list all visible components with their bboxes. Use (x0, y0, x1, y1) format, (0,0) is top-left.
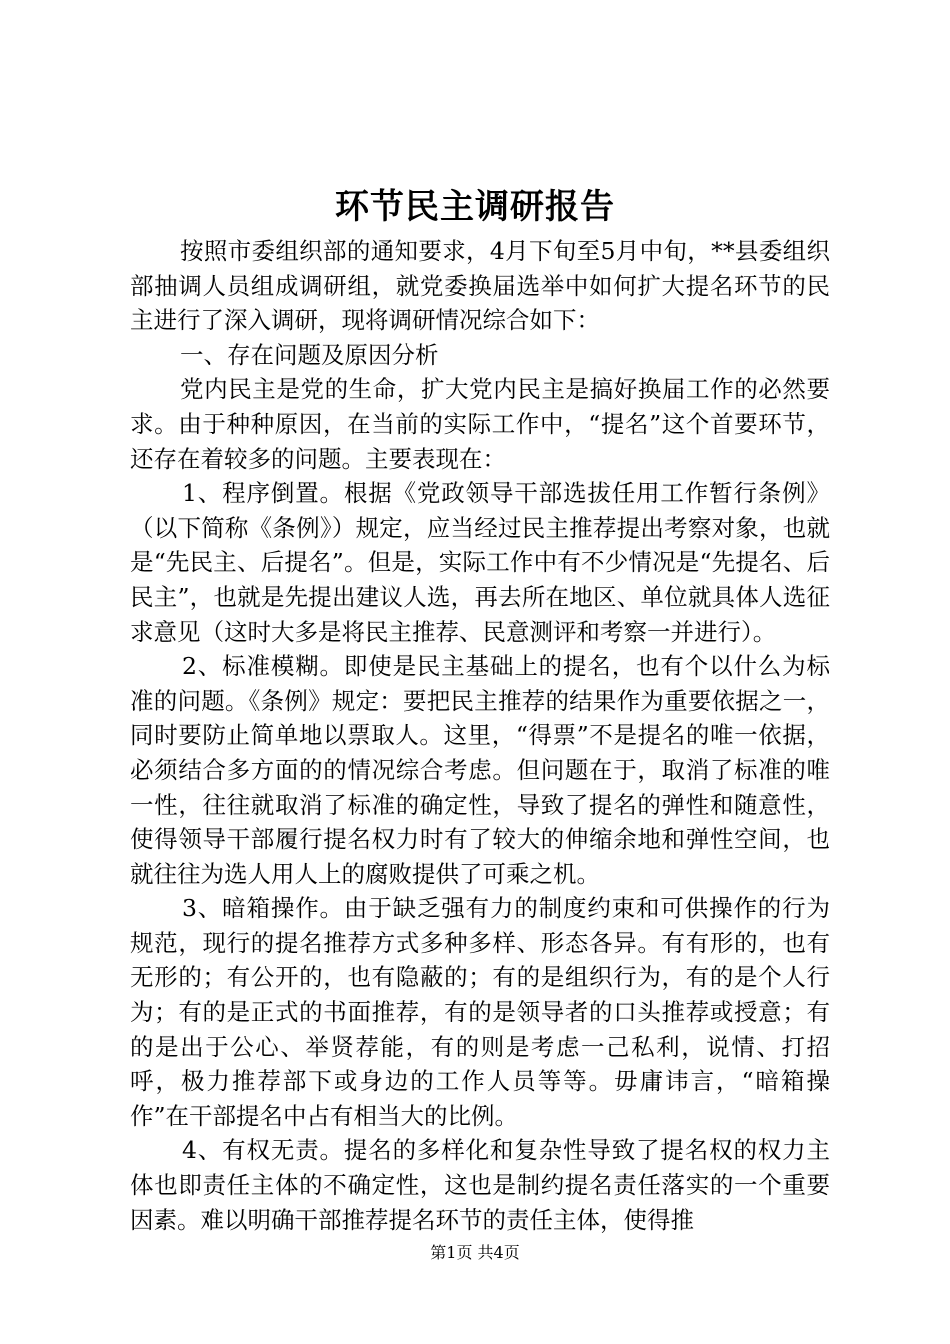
paragraph-item-4: 4、有权无责。提名的多样化和复杂性导致了提名权的权力主体也即责任主体的不确定性，这也是制约提名责任落实的一个重要因素。难以明确干部推荐提名环节的责任主体，使得推 (130, 1136, 830, 1234)
paragraph-item-1: 1、程序倒置。根据《党政领导干部选拔任用工作暂行条例》（以下简称《条例》）规定，应当经过民主推荐提出考察对象，也就是“先民主、后提名”。但是，实际工作中有不少情况是“先提名、后民主”，也就是先提出建议人选，再去所在地区、单位就具体人选征求意见（这时大多是将民主推荐、民意测评和考察一并进行）。 (130, 479, 830, 646)
paragraph-item-2: 2、标准模糊。即使是民主基础上的提名，也有个以什么为标准的问题。《条例》规定：要把民主推荐的结果作为重要依据之一，同时要防止简单地以票取人。这里，“得票”不是提名的唯一依据，必须结合多方面的的情况综合考虑。但问题在于，取消了标准的唯一性，往往就取消了标准的确定性，导致了提名的弹性和随意性，使得领导干部履行提名权力时有了较大的伸缩余地和弹性空间，也就往往为选人用人上的腐败提供了可乘之机。 (130, 652, 830, 888)
document-title: 环节民主调研报告 (335, 187, 615, 227)
document-body (130, 234, 830, 1237)
page-footer: 第1页 共4页 (430, 1243, 520, 1262)
section-heading-problems: 一、存在问题及原因分析 (180, 340, 439, 369)
paragraph-overview: 党内民主是党的生命，扩大党内民主是搞好换届工作的必然要求。由于种种原因，在当前的实际工作中，“提名”这个首要环节，还存在着较多的问题。主要表现在： (130, 375, 830, 473)
paragraph-intro: 按照市委组织部的通知要求，4月下旬至5月中旬，**县委组织部抽调人员组成调研组，就党委换届选举中如何扩大提名环节的民主进行了深入调研，现将调研情况综合如下： (130, 237, 830, 335)
paragraph-item-3: 3、暗箱操作。由于缺乏强有力的制度约束和可供操作的行为规范，现行的提名推荐方式多种多样、形态各异。有有形的，也有无形的；有公开的，也有隐蔽的；有的是组织行为，有的是个人行为；有的是正式的书面推荐，有的是领导者的口头推荐或授意；有的是出于公心、举贤荐能，有的则是考虑一己私利，说情、打招呼，极力推荐部下或身边的工作人员等等。毋庸讳言，“暗箱操作”在干部提名中占有相当大的比例。 (130, 894, 830, 1130)
